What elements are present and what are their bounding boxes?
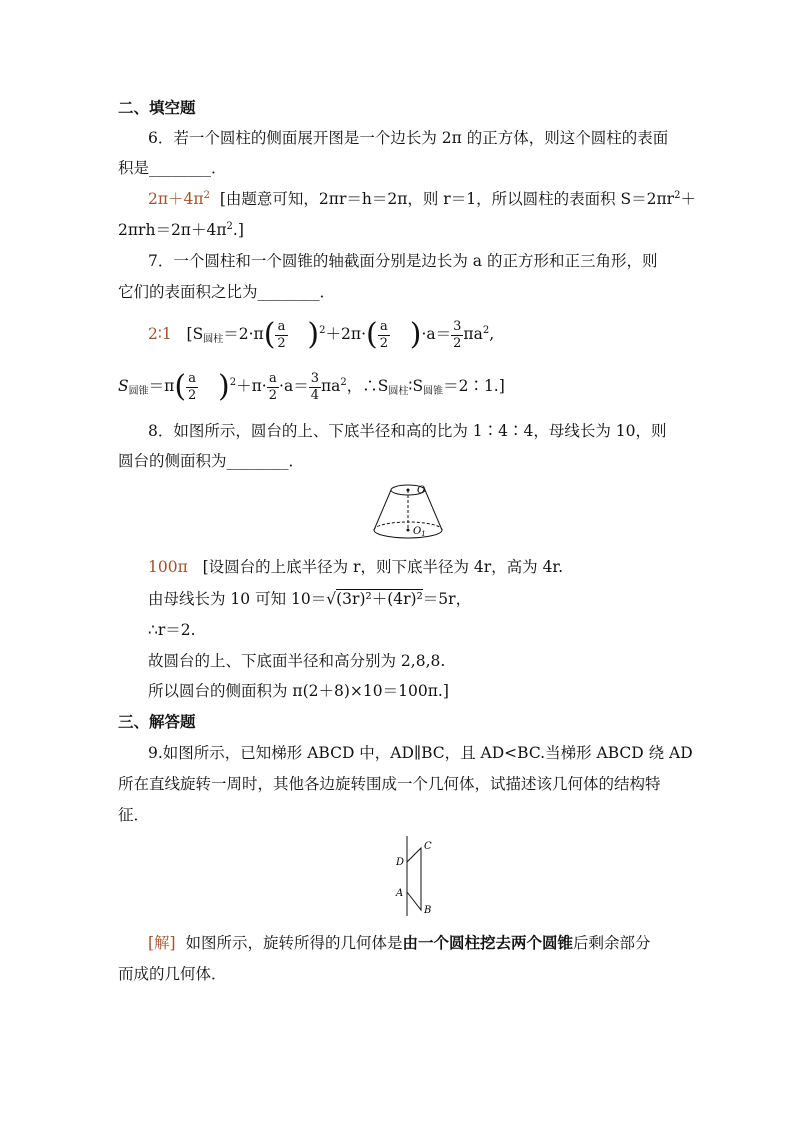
q8-explanation-4: 故圆台的上、下底面半径和高分别为 2,8,8. (148, 652, 446, 670)
q9-solution-2: 而成的几何体． (118, 965, 227, 983)
q7-explanation-2: S圆锥＝π( $\frac{a}{2}$ )$^2$＋π· $\frac{a}{2}$ ·a＝ $\frac{3}{4}$ $\pi a^2$，∴S圆柱∶S圆锥＝2∶1.] (118, 369, 505, 404)
q8-line2: 圆台的侧面积为________． (118, 452, 305, 470)
trapezoid-figure (390, 834, 440, 918)
trapezoid-label-D: D (396, 857, 405, 868)
q7-explanation-1: 2∶1 [S圆柱＝2·π( $\frac{a}{2}$ )$^2$＋2π·( $\frac{a}{2}$ )·a＝ $\frac{3}{2}$ $\pi a^2$, (148, 317, 495, 352)
q8-explanation-1: [设圆台的上底半径为 r，则下底半径为 4r，高为 4r. (202, 558, 564, 576)
q8-line1: 8．如图所示，圆台的上、下底半径和高的比为 1∶4∶4，母线长为 10，则 (148, 422, 667, 440)
frustum-figure (368, 478, 458, 544)
frustum-label-O1: $O_1$ (413, 526, 426, 538)
q8-explanation-5: 所以圆台的侧面积为 π(2＋8)×10＝100π.] (148, 682, 449, 700)
q6-answer-line (148, 188, 696, 213)
q9-solution-1: [解] 如图所示，旋转所得的几何体是由一个圆柱挖去两个圆锥后剩余部分 (148, 933, 651, 952)
q9-line2: 所在直线旋转一周时，其他各边旋转围成一个几何体，试描述该几何体的结构特 (118, 775, 661, 793)
q9-line1: 9.如图所示，已知梯形 ABCD 中，AD∥BC，且 AD<BC.当梯形 ABCD 绕 AD (148, 744, 693, 762)
solution-tag: [解] (148, 934, 176, 952)
section-heading-answer: 三、解答题 (118, 712, 196, 731)
q9-line3: 征． (118, 806, 150, 824)
q7-answer: 2∶1 (148, 325, 172, 343)
q7-line2: 它们的表面积之比为________． (118, 283, 336, 301)
trapezoid-label-C: C (424, 841, 432, 852)
q6-answer: $2\pi+4\pi^2$ (148, 190, 210, 208)
q6-line1: 6．若一个圆柱的侧面展开图是一个边长为 2π 的正方体，则这个圆柱的表面 (148, 129, 669, 147)
trapezoid-label-B: B (424, 905, 432, 916)
q8-answer: 100π (148, 558, 188, 576)
q7-line1: 7．一个圆柱和一个圆锥的轴截面分别是边长为 a 的正方形和正三角形，则 (148, 252, 658, 270)
q8-answer-line (148, 556, 563, 578)
section-heading-fill-in: 二、填空题 (118, 98, 196, 117)
q8-explanation-2: 由母线长为 10 可知 10＝√(3r)²＋(4r)²＝5r， (148, 590, 472, 608)
q8-explanation-3: ∴r＝2. (148, 621, 196, 639)
q6-line2: 积是________． (118, 159, 227, 177)
q6-explanation-1: [由题意可知，2πr＝h＝2π，则 r＝1，所以圆柱的表面积 $S=2\pi r^2+$ (219, 190, 696, 208)
frustum-label-O: O (417, 485, 426, 496)
trapezoid-label-A: A (396, 888, 404, 899)
q6-explanation-2: $2\pi rh=2\pi+4\pi^2$.] (118, 221, 244, 239)
